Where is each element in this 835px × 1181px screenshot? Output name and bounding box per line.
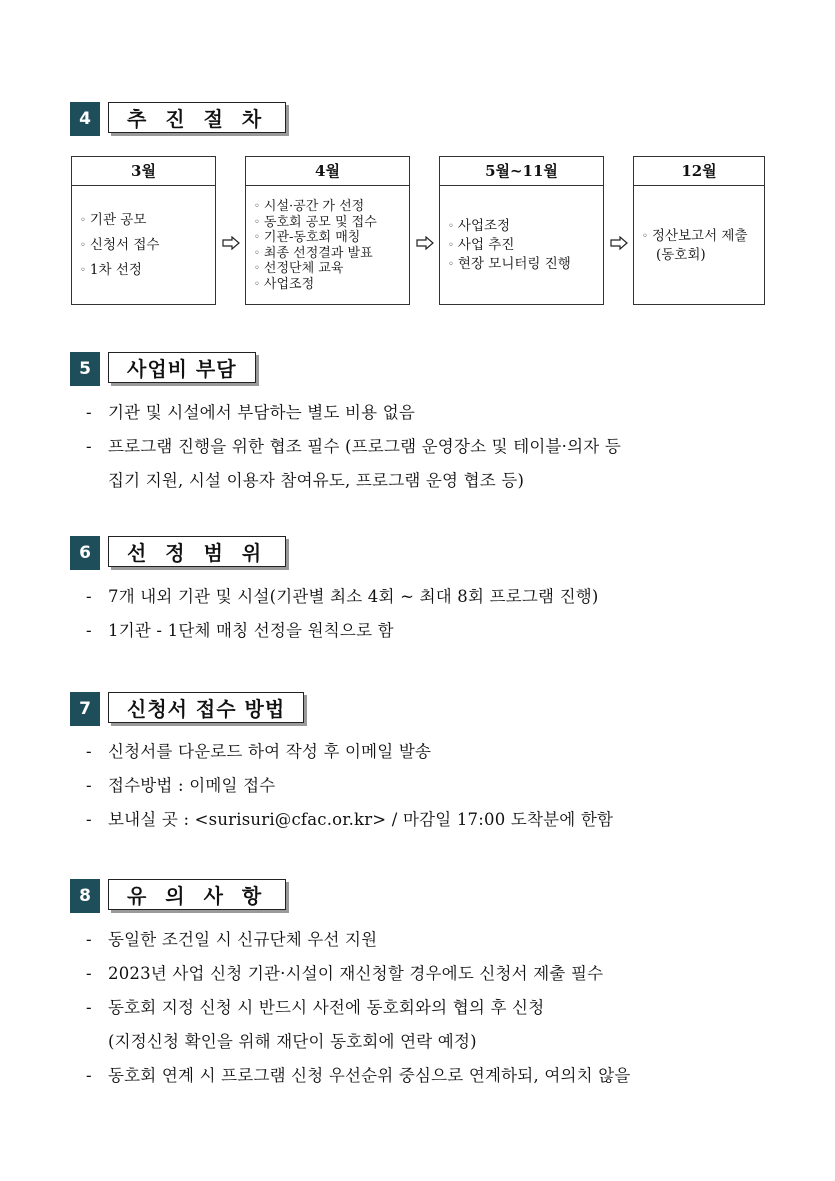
list-item: - 7개 내외 기관 및 시설(기관별 최소 4회 ~ 최대 8회 프로그램 진행) [86,587,599,606]
section-7-header [70,692,304,726]
list-item-continued: (지정신청 확인을 위해 재단이 동호회에 연락 예정) [108,1032,477,1051]
flow-month: 12월 [634,157,764,186]
flow-item: ◦ 현장 모니터링 진행 [448,256,571,272]
flow-item: ◦ 1차 선정 [80,262,142,278]
flow-item: (동호회) [656,246,706,263]
section-4-header [70,102,286,136]
list-item: - 2023년 사업 신청 기관·시설이 재신청할 경우에도 신청서 제출 필수 [86,964,604,983]
section-number: 8 [70,879,100,913]
flow-item: ◦ 선정단체 교육 [254,261,344,276]
list-item: - 동일한 조건일 시 신규단체 우선 지원 [86,930,378,949]
right-arrow-icon [610,236,628,250]
section-number: 4 [70,102,100,136]
notes-list [86,923,786,1093]
section-title: 유 의 사 항 [108,879,286,910]
flow-box-december [633,156,765,305]
flow-box-may-nov [439,156,604,305]
flow-item: ◦ 기관-동호회 매칭 [254,230,361,245]
section-title: 선 정 범 위 [108,536,286,567]
flow-item: ◦ 사업 추진 [448,237,515,253]
section-title: 사업비 부담 [108,352,256,383]
flow-item: ◦ 신청서 접수 [80,237,160,253]
list-item-continued: 집기 지원, 시설 이용자 참여유도, 프로그램 운영 협조 등) [108,471,525,490]
submission-list [86,735,786,837]
flow-box-april [245,156,410,305]
section-number: 5 [70,352,100,386]
section-title: 신청서 접수 방법 [108,692,304,723]
scope-list [86,580,786,648]
right-arrow-icon [222,236,240,250]
section-number: 7 [70,692,100,726]
list-item: - 신청서를 다운로드 하여 작성 후 이메일 발송 [86,742,432,761]
flow-item: ◦ 기관 공모 [80,212,147,228]
flow-item: ◦ 사업조정 [448,218,511,234]
flow-item: ◦ 시설·공간 가 선정 [254,199,365,214]
flow-item: ◦ 사업조정 [254,276,315,292]
flow-item: ◦ 정산보고서 제출 [642,227,748,244]
list-item: - 기관 및 시설에서 부담하는 별도 비용 없음 [86,403,416,422]
cost-list [86,396,786,498]
right-arrow-icon [416,236,434,250]
list-item: - 동호회 지정 신청 시 반드시 사전에 동호회와의 협의 후 신청 [86,998,545,1017]
flow-item: ◦ 최종 선정결과 발표 [254,245,373,261]
flow-month: 4월 [246,157,409,186]
section-6-header [70,536,286,570]
list-item: - 프로그램 진행을 위한 협조 필수 (프로그램 운영장소 및 테이블·의자 등 [86,437,621,456]
section-number: 6 [70,536,100,570]
flow-item: ◦ 동호회 공모 및 접수 [254,214,377,230]
section-8-header [70,879,286,913]
flow-month: 5월~11월 [440,157,603,186]
list-item: - 접수방법 : 이메일 접수 [86,776,276,795]
flow-month: 3월 [72,157,215,186]
list-item: - 1기관 - 1단체 매칭 선정을 원칙으로 함 [86,621,394,640]
list-item: - 보내실 곳 : <surisuri@cfac.or.kr> / 마감일 17:00 도착분에 한함 [86,810,614,829]
list-item: - 동호회 연계 시 프로그램 신청 우선순위 중심으로 연계하되, 여의치 않을 [86,1066,631,1085]
section-title: 추 진 절 차 [108,102,286,133]
flow-box-march [71,156,216,305]
section-5-header [70,352,256,386]
